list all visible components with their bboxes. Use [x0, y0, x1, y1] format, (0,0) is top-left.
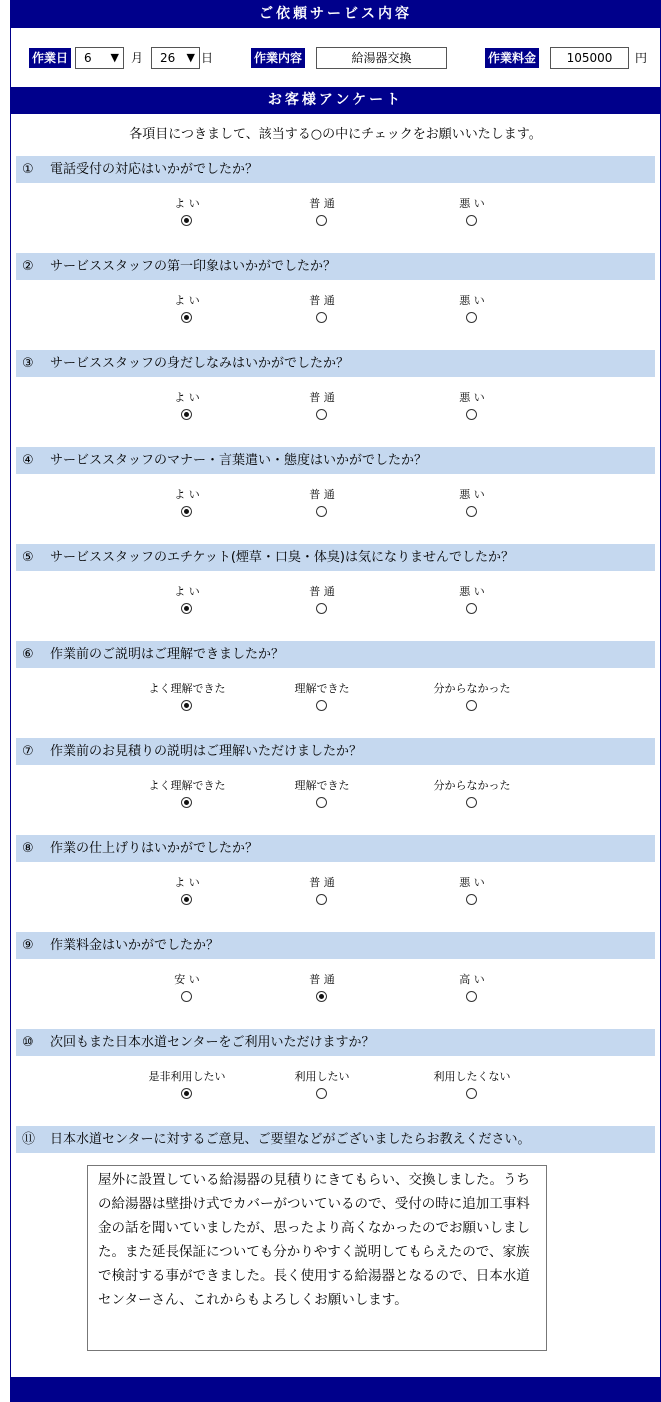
question-6 [16, 641, 655, 668]
month-select[interactable] [75, 47, 124, 69]
survey-intro: 各項目につきまして、該当する○の中にチェックをお願いいたします。 [129, 127, 542, 142]
footer-bar [10, 1377, 661, 1402]
option-radio[interactable] [466, 700, 477, 711]
option-radio[interactable] [466, 894, 477, 905]
option-radio[interactable] [316, 797, 327, 808]
question-text: 作業料金はいかがでしたか？ [50, 938, 220, 953]
option-radio[interactable] [316, 215, 327, 226]
question-number: ⑨ [22, 938, 34, 953]
option-radio[interactable] [181, 215, 192, 226]
option-radio[interactable] [181, 409, 192, 420]
option-label: 理解できた [294, 779, 350, 792]
question-number: ① [22, 162, 34, 177]
option-radio[interactable] [316, 991, 327, 1002]
question-8 [16, 835, 655, 862]
option-radio[interactable] [181, 991, 192, 1002]
option-radio[interactable] [316, 894, 327, 905]
question-5 [16, 544, 655, 571]
option-radio[interactable] [181, 894, 192, 905]
option-radio[interactable] [181, 797, 192, 808]
option-label: 普 通 [309, 488, 335, 501]
question-text: 次回もまた日本水道センターをご利用いただけますか？ [50, 1035, 375, 1050]
chevron-down-icon: ▼ [110, 51, 119, 64]
option-label: 理解できた [294, 682, 350, 695]
question-number: ⑪ [22, 1132, 36, 1147]
question-text: サービススタッフの身だしなみはいかがでしたか？ [50, 356, 350, 371]
option-label: 普 通 [309, 294, 335, 307]
option-label: 普 通 [309, 197, 335, 210]
option-radio[interactable] [466, 991, 477, 1002]
question-number: ⑩ [22, 1035, 34, 1050]
comment-textarea[interactable]: 屋外に設置している給湯器の見積りにきてもらい、交換しました。うちの給湯器は壁掛け式でカバーがついているので、受付の時に追加工事料金の話を聞いていましたが、思ったより高くなかったのでお願いしました。また延長保証についても分かりやすく説明してもらえたので、家族で検討する事ができました。長く使用する給湯器となるので、日本水道センターさん、これからもよろしくお願いします。 [87, 1165, 547, 1351]
option-label: よ い [174, 585, 200, 598]
option-label: よ い [174, 197, 200, 210]
option-label: 普 通 [309, 391, 335, 404]
question-text: サービススタッフの第一印象はいかがでしたか？ [50, 259, 337, 274]
question-text: 作業の仕上げりはいかがでしたか？ [50, 841, 259, 856]
option-label: 悪 い [459, 585, 485, 598]
option-label: 悪 い [459, 488, 485, 501]
option-radio[interactable] [466, 312, 477, 323]
question-number: ③ [22, 356, 34, 371]
option-label: 高 い [459, 973, 485, 986]
option-radio[interactable] [466, 797, 477, 808]
option-radio[interactable] [316, 1088, 327, 1099]
question-text: サービススタッフのマナー・言葉遣い・態度はいかがでしたか？ [50, 453, 428, 468]
option-radio[interactable] [181, 1088, 192, 1099]
question-text: サービススタッフのエチケット(煙草・口臭・体臭)は気になりませんでしたか？ [50, 550, 514, 565]
option-label: 普 通 [309, 973, 335, 986]
work-content-field[interactable]: 給湯器交換 [316, 47, 447, 69]
question-text: 作業前のご説明はご理解できましたか？ [50, 647, 285, 662]
option-radio[interactable] [181, 312, 192, 323]
question-number: ⑤ [22, 550, 34, 565]
question-number: ⑥ [22, 647, 34, 662]
chevron-down-icon: ▼ [186, 51, 195, 64]
option-radio[interactable] [316, 603, 327, 614]
option-radio[interactable] [181, 700, 192, 711]
option-radio[interactable] [466, 215, 477, 226]
option-radio[interactable] [466, 506, 477, 517]
day-select[interactable] [151, 47, 200, 69]
option-radio[interactable] [466, 603, 477, 614]
option-label: よく理解できた [148, 682, 226, 695]
option-label: 分からなかった [433, 779, 511, 792]
option-radio[interactable] [181, 506, 192, 517]
option-radio[interactable] [181, 603, 192, 614]
question-11 [16, 1126, 655, 1153]
option-label: 悪 い [459, 197, 485, 210]
question-4 [16, 447, 655, 474]
question-text: 日本水道センターに対するご意見、ご要望などがございましたらお教えください。 [50, 1132, 531, 1147]
survey-header: お客様アンケート [10, 87, 661, 114]
question-text: 作業前のお見積りの説明はご理解いただけましたか？ [50, 744, 363, 759]
fee-unit: 円 [635, 51, 648, 65]
question-10 [16, 1029, 655, 1056]
work-fee-field[interactable]: 105000 [550, 47, 629, 69]
option-label: 利用したい [294, 1070, 350, 1083]
work-fee-label: 作業料金 [485, 48, 539, 68]
option-label: よ い [174, 294, 200, 307]
service-header: ご依頼サービス内容 [10, 0, 661, 28]
question-text: 電話受付の対応はいかがでしたか？ [50, 162, 259, 177]
option-label: よく理解できた [148, 779, 226, 792]
option-label: 悪 い [459, 294, 485, 307]
option-label: 分からなかった [433, 682, 511, 695]
option-label: よ い [174, 488, 200, 501]
option-label: 悪 い [459, 876, 485, 889]
question-number: ④ [22, 453, 34, 468]
question-number: ⑦ [22, 744, 34, 759]
option-radio[interactable] [316, 312, 327, 323]
work-info-row [0, 46, 661, 70]
day-unit: 日 [201, 51, 214, 65]
option-radio[interactable] [466, 409, 477, 420]
option-radio[interactable] [466, 1088, 477, 1099]
question-9 [16, 932, 655, 959]
option-label: 普 通 [309, 585, 335, 598]
option-label: 悪 い [459, 391, 485, 404]
option-radio[interactable] [316, 700, 327, 711]
option-radio[interactable] [316, 409, 327, 420]
option-label: 安 い [174, 973, 200, 986]
option-label: 普 通 [309, 876, 335, 889]
option-radio[interactable] [316, 506, 327, 517]
question-number: ⑧ [22, 841, 34, 856]
work-content-label: 作業内容 [251, 48, 305, 68]
option-label: よ い [174, 876, 200, 889]
work-date-label: 作業日 [29, 48, 71, 68]
day-value: 26 [160, 51, 176, 65]
option-label: よ い [174, 391, 200, 404]
month-value: 6 [84, 51, 92, 65]
month-unit: 月 [131, 51, 144, 65]
question-number: ② [22, 259, 34, 274]
question-2 [16, 253, 655, 280]
option-label: 是非利用したい [148, 1070, 226, 1083]
question-7 [16, 738, 655, 765]
question-3 [16, 350, 655, 377]
question-1 [16, 156, 655, 183]
option-label: 利用したくない [433, 1070, 511, 1083]
